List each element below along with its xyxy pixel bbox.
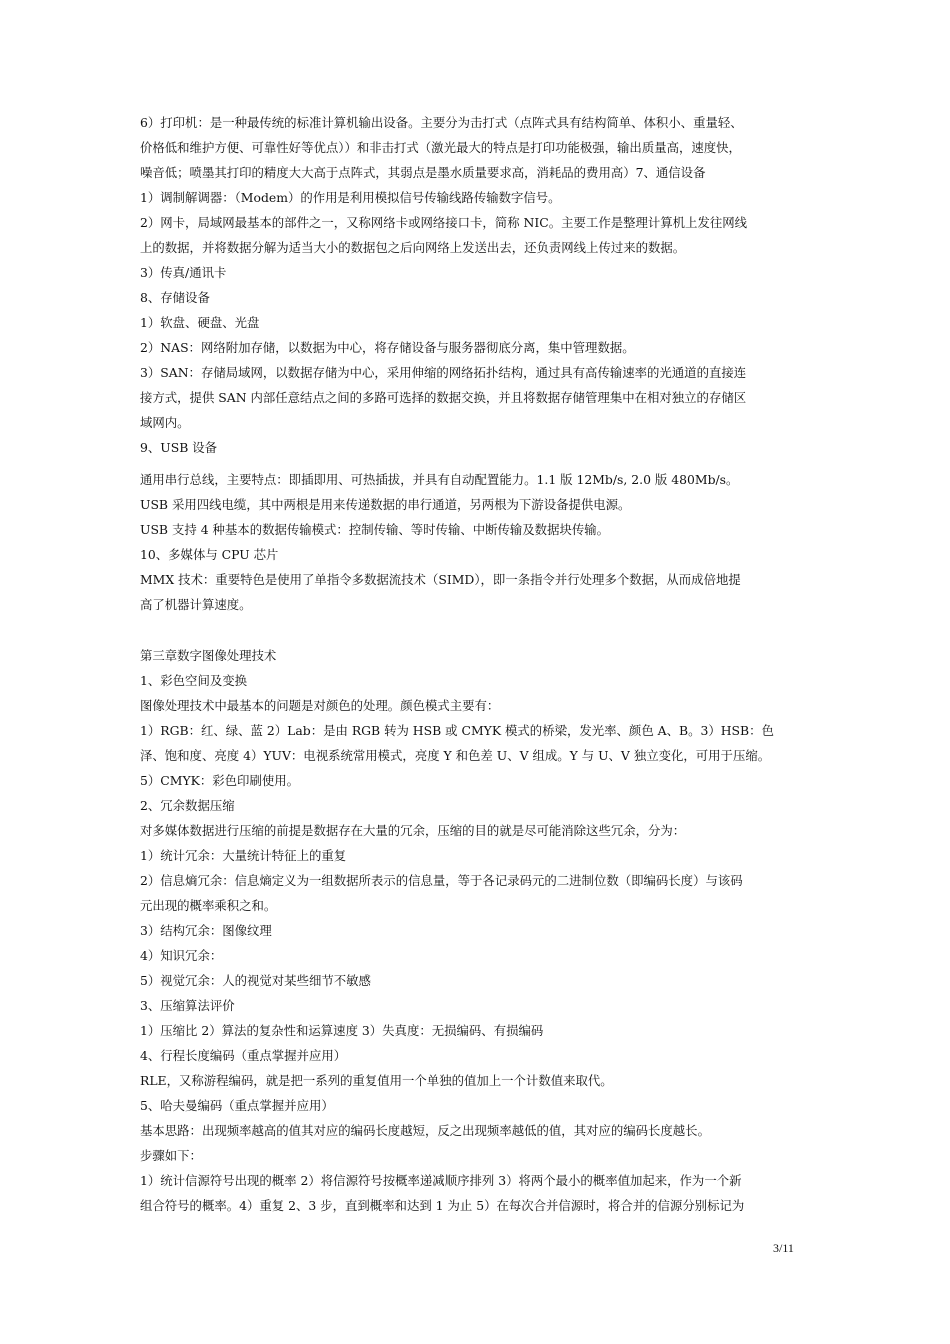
text-line: 3）传真/通讯卡	[140, 265, 227, 280]
text-line: 6）打印机：是一种最传统的标准计算机输出设备。主要分为击打式（点阵式具有结构简单、体积小、重量轻、	[140, 115, 743, 130]
section-heading: 4、行程长度编码（重点掌握并应用）	[140, 1048, 347, 1063]
text-line: 高了机器计算速度。	[140, 597, 252, 612]
section-heading: 1、彩色空间及变换	[140, 673, 248, 688]
text-line: 步骤如下：	[140, 1148, 202, 1163]
text-line: 价格低和维护方便、可靠性好等优点））和非击打式（激光最大的特点是打印功能极强，输出质量高，速度快，	[140, 140, 741, 155]
text-line: 1）调制解调器：（Modem）的作用是利用模拟信号传输线路传输数字信号。	[140, 190, 561, 205]
text-line: 2）NAS：网络附加存储，以数据为中心，将存储设备与服务器彻底分离，集中管理数据。	[140, 340, 635, 355]
section-heading: 9、USB 设备	[140, 440, 218, 455]
section-heading: 5、哈夫曼编码（重点掌握并应用）	[140, 1098, 334, 1113]
text-line: 域网内。	[140, 415, 190, 430]
text-line: 3）结构冗余：图像纹理	[140, 923, 272, 938]
text-line: 噪音低；喷墨其打印的精度大大高于点阵式，其弱点是墨水质量要求高，消耗品的费用高）7、通信设备	[140, 165, 706, 180]
text-line: 对多媒体数据进行压缩的前提是数据存在大量的冗余，压缩的目的就是尽可能消除这些冗余，分为：	[140, 823, 686, 838]
text-line: 5）视觉冗余：人的视觉对某些细节不敏感	[140, 973, 371, 988]
text-line: 1）软盘、硬盘、光盘	[140, 315, 260, 330]
text-line: USB 采用四线电缆，其中两根是用来传递数据的串行通道，另两根为下游设备提供电源。	[140, 497, 631, 512]
text-line: RLE，又称游程编码，就是把一系列的重复值用一个单独的值加上一个计数值来取代。	[140, 1073, 613, 1088]
text-line: 5）CMYK：彩色印刷使用。	[140, 773, 300, 788]
text-line: 1）压缩比 2）算法的复杂性和运算速度 3）失真度：无损编码、有损编码	[140, 1023, 544, 1038]
section-heading: 8、存储设备	[140, 290, 210, 305]
text-line: 2）信息熵冗余：信息熵定义为一组数据所表示的信息量，等于各记录码元的二进制位数（即编码长度）与该码	[140, 873, 743, 888]
page-number: 3/11	[773, 1241, 794, 1255]
text-line: 接方式，提供 SAN 内部任意结点之间的多路可选择的数据交换，并且将数据存储管理集中在相对独立的存储区	[140, 390, 747, 405]
text-line: 1）RGB：红、绿、蓝 2）Lab：是由 RGB 转为 HSB 或 CMYK 模式的桥梁，发光率、颜色 A、B。3）HSB：色	[140, 723, 774, 738]
text-line: 1）统计冗余：大量统计特征上的重复	[140, 848, 347, 863]
text-line: MMX 技术：重要特色是使用了单指令多数据流技术（SIMD），即一条指令并行处理多个数据，从而成倍地提	[140, 572, 741, 587]
section-heading: 2、冗余数据压缩	[140, 798, 235, 813]
text-line: 4）知识冗余：	[140, 948, 223, 963]
text-line: 泽、饱和度、亮度 4）YUV：电视系统常用模式，亮度 Y 和色差 U、V 组成。Y 与 U、V 独立变化，可用于压缩。	[140, 748, 771, 763]
text-line: 通用串行总线，主要特点：即插即用、可热插拔，并具有自动配置能力。1.1 版 12Mb/s, 2.0 版 480Mb/s。	[140, 472, 739, 487]
text-line: 图像处理技术中最基本的问题是对颜色的处理。颜色模式主要有：	[140, 698, 500, 713]
text-line: 上的数据，并将数据分解为适当大小的数据包之后向网络上发送出去，还负责网线上传过来的数据。	[140, 240, 686, 255]
text-line: 1）统计信源符号出现的概率 2）将信源符号按概率递减顺序排列 3）将两个最小的概率值加起来，作为一个新	[140, 1173, 742, 1188]
text-line: USB 支持 4 种基本的数据传输模式：控制传输、等时传输、中断传输及数据块传输。	[140, 522, 610, 537]
page-body	[140, 114, 830, 1222]
text-line: 组合符号的概率。4）重复 2、3 步，直到概率和达到 1 为止 5）在每次合并信源时，将合并的信源分别标记为	[140, 1198, 745, 1213]
section-heading: 10、多媒体与 CPU 芯片	[140, 547, 279, 562]
text-line: 元出现的概率乘积之和。	[140, 898, 277, 913]
text-line: 2）网卡，局域网最基本的部件之一，又称网络卡或网络接口卡，简称 NIC。主要工作是整理计算机上发往网线	[140, 215, 748, 230]
section-heading: 3、压缩算法评价	[140, 998, 235, 1013]
chapter-title: 第三章数字图像处理技术	[140, 648, 277, 663]
text-line: 3）SAN：存储局域网，以数据存储为中心，采用伸缩的网络拓扑结构，通过具有高传输速率的光通道的直接连	[140, 365, 747, 380]
text-line: 基本思路：出现频率越高的值其对应的编码长度越短，反之出现频率越低的值，其对应的编码长度越长。	[140, 1123, 710, 1138]
